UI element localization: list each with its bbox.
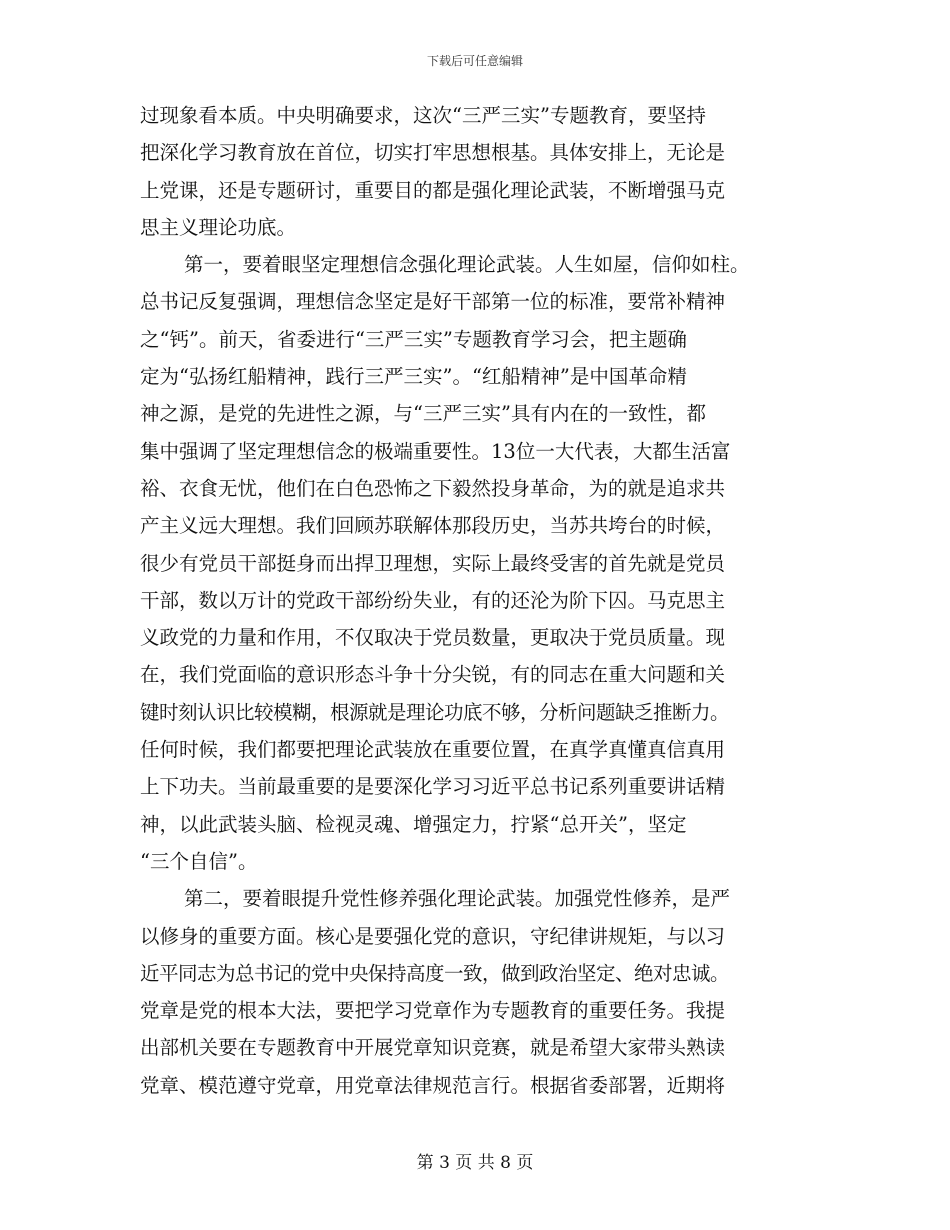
paragraph-first-line: 第二，要着眼提升党性修养强化理论武装。加强党性修养，是严: [184, 887, 731, 911]
text-line: 近平同志为总书记的党中央保持高度一致，做到政治坚定、绝对忠诚。: [140, 961, 730, 985]
text-line: 干部，数以万计的党政干部纷纷失业，有的还沦为阶下囚。马克思主: [140, 588, 726, 612]
text-line: 神，以此武装头脑、检视灵魂、增强定力，拧紧“总开关”，坚定: [140, 812, 687, 836]
text-line: 在，我们党面临的意识形态斗争十分尖锐，有的同志在重大问题和关: [140, 663, 726, 687]
text-line: 神之源，是党的先进性之源，与“三严三实”具有内在的一致性，都: [140, 402, 706, 426]
text-line: 上党课，还是专题研讨，重要目的都是强化理论武装，不断增强马克: [140, 178, 726, 202]
text-line: 把深化学习教育放在首位，切实打牢思想根基。具体安排上，无论是: [140, 141, 726, 165]
text-line: 过现象看本质。中央明确要求，这次“三严三实”专题教育，要坚持: [140, 104, 706, 127]
document-body: [140, 100, 815, 1107]
text-line: 义政党的力量和作用，不仅取决于党员数量，更取决于党员质量。现: [140, 626, 726, 650]
page-header: 下载后可任意编辑: [426, 54, 523, 68]
page-number-footer: 第 3 页 共 8 页: [416, 1153, 534, 1173]
text-line: 之“钙”。前天，省委进行“三严三实”专题教育学习会，把主题确: [140, 327, 687, 351]
text-line: 任何时候，我们都要把理论武装放在重要位置，在真学真懂真信真用: [140, 738, 726, 762]
text-line: 上下功夫。当前最重要的是要深化学习习近平总书记系列重要讲话精: [140, 775, 726, 799]
text-line: “三个自信”。: [140, 849, 258, 873]
paragraph-first-line: 第一，要着眼坚定理想信念强化理论武装。人生如屋，信仰如柱。: [184, 253, 750, 277]
text-line: 思主义理论功底。: [140, 215, 297, 239]
text-line: 产主义远大理想。我们回顾苏联解体那段历史，当苏共垮台的时候，: [140, 514, 726, 538]
text-line: 键时刻认识比较模糊，根源就是理论功底不够，分析问题缺乏推断力。: [140, 700, 730, 724]
text-line: 裕、衣食无忧，他们在白色恐怖之下毅然投身革命，为的就是追求共: [140, 476, 726, 500]
text-line: 党章、模范遵守党章，用党章法律规范言行。根据省委部署，近期将: [140, 1073, 726, 1097]
text-line: 出部机关要在专题教育中开展党章知识竞赛，就是希望大家带头熟读: [140, 1036, 726, 1060]
text-line: 集中强调了坚定理想信念的极端重要性。13位一大代表，大都生活富: [140, 439, 731, 463]
text-line: 党章是党的根本大法，要把学习党章作为专题教育的重要任务。我提: [140, 999, 726, 1023]
text-line: 总书记反复强调，理想信念坚定是好干部第一位的标准，要常补精神: [140, 290, 726, 314]
text-line: 很少有党员干部挺身而出捍卫理想，实际上最终受害的首先就是党员: [140, 551, 726, 575]
text-line: 定为“弘扬红船精神，践行三严三实”。“红船精神”是中国革命精: [140, 365, 687, 389]
text-line: 以修身的重要方面。核心是要强化党的意识，守纪律讲规矩，与以习: [140, 924, 726, 948]
